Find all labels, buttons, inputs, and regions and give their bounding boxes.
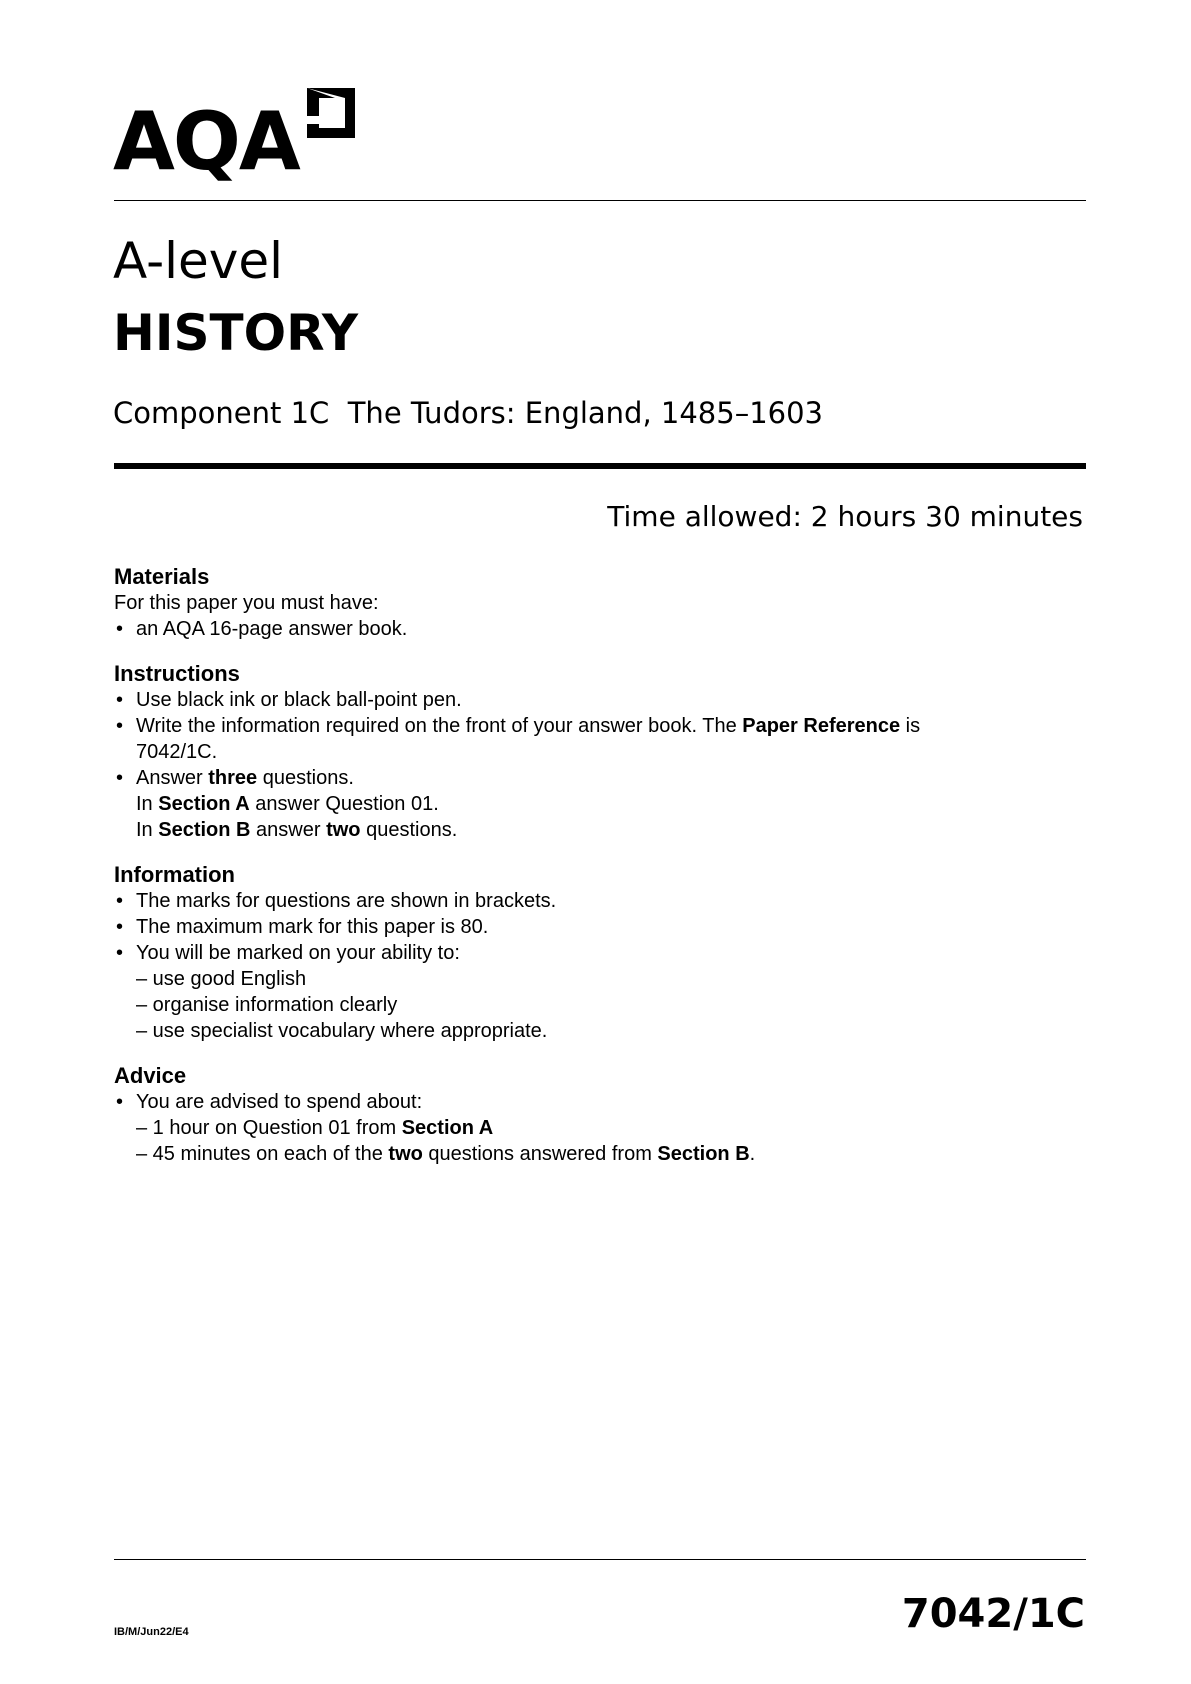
qualification-level: A-level: [113, 232, 284, 290]
paper-reference: 7042/1C: [901, 1591, 1085, 1637]
advice-section: [114, 1063, 1074, 1167]
aqa-logo: [113, 86, 357, 188]
materials-intro: For this paper you must have:: [114, 592, 379, 614]
subject-title: HISTORY: [113, 304, 359, 362]
information-section: [114, 862, 1074, 1044]
time-allowed: Time allowed: 2 hours 30 minutes: [607, 500, 1083, 533]
list-item: • Write the information required on the front of your answer book. The Paper Reference is 7042/1C.: [116, 715, 921, 763]
materials-heading: Materials: [114, 564, 210, 589]
component-title: Component 1C The Tudors: England, 1485–1603: [113, 396, 824, 430]
advice-heading: Advice: [114, 1063, 187, 1088]
list-item: • Answer three questions. In Section A answer Question 01. In Section B answer two questions.: [116, 767, 458, 841]
list-item: • You will be marked on your ability to: – use good English – organise information clearly – use specialist vocabulary where appropriate.: [116, 942, 548, 1042]
rubric: [114, 564, 1074, 1186]
title-divider: [114, 463, 1086, 469]
materials-section: [114, 564, 1074, 642]
list-item: • The maximum mark for this paper is 80.: [116, 916, 489, 938]
aqa-logo-mark-icon: [305, 86, 357, 142]
list-item: • Use black ink or black ball-point pen.: [116, 689, 462, 711]
header-divider: [114, 200, 1086, 201]
instructions-section: [114, 661, 1074, 843]
list-item: • The marks for questions are shown in brackets.: [116, 890, 557, 912]
logo-text: AQA: [113, 95, 299, 188]
instructions-heading: Instructions: [114, 661, 240, 686]
list-item: • You are advised to spend about: – 1 hour on Question 01 from Section A – 45 minutes on each of the two questions answered from Section B.: [116, 1091, 756, 1165]
information-heading: Information: [114, 862, 235, 887]
list-item: • an AQA 16-page answer book.: [116, 618, 408, 640]
footer-divider: [114, 1559, 1086, 1560]
footer-code: IB/M/Jun22/E4: [114, 1626, 189, 1638]
